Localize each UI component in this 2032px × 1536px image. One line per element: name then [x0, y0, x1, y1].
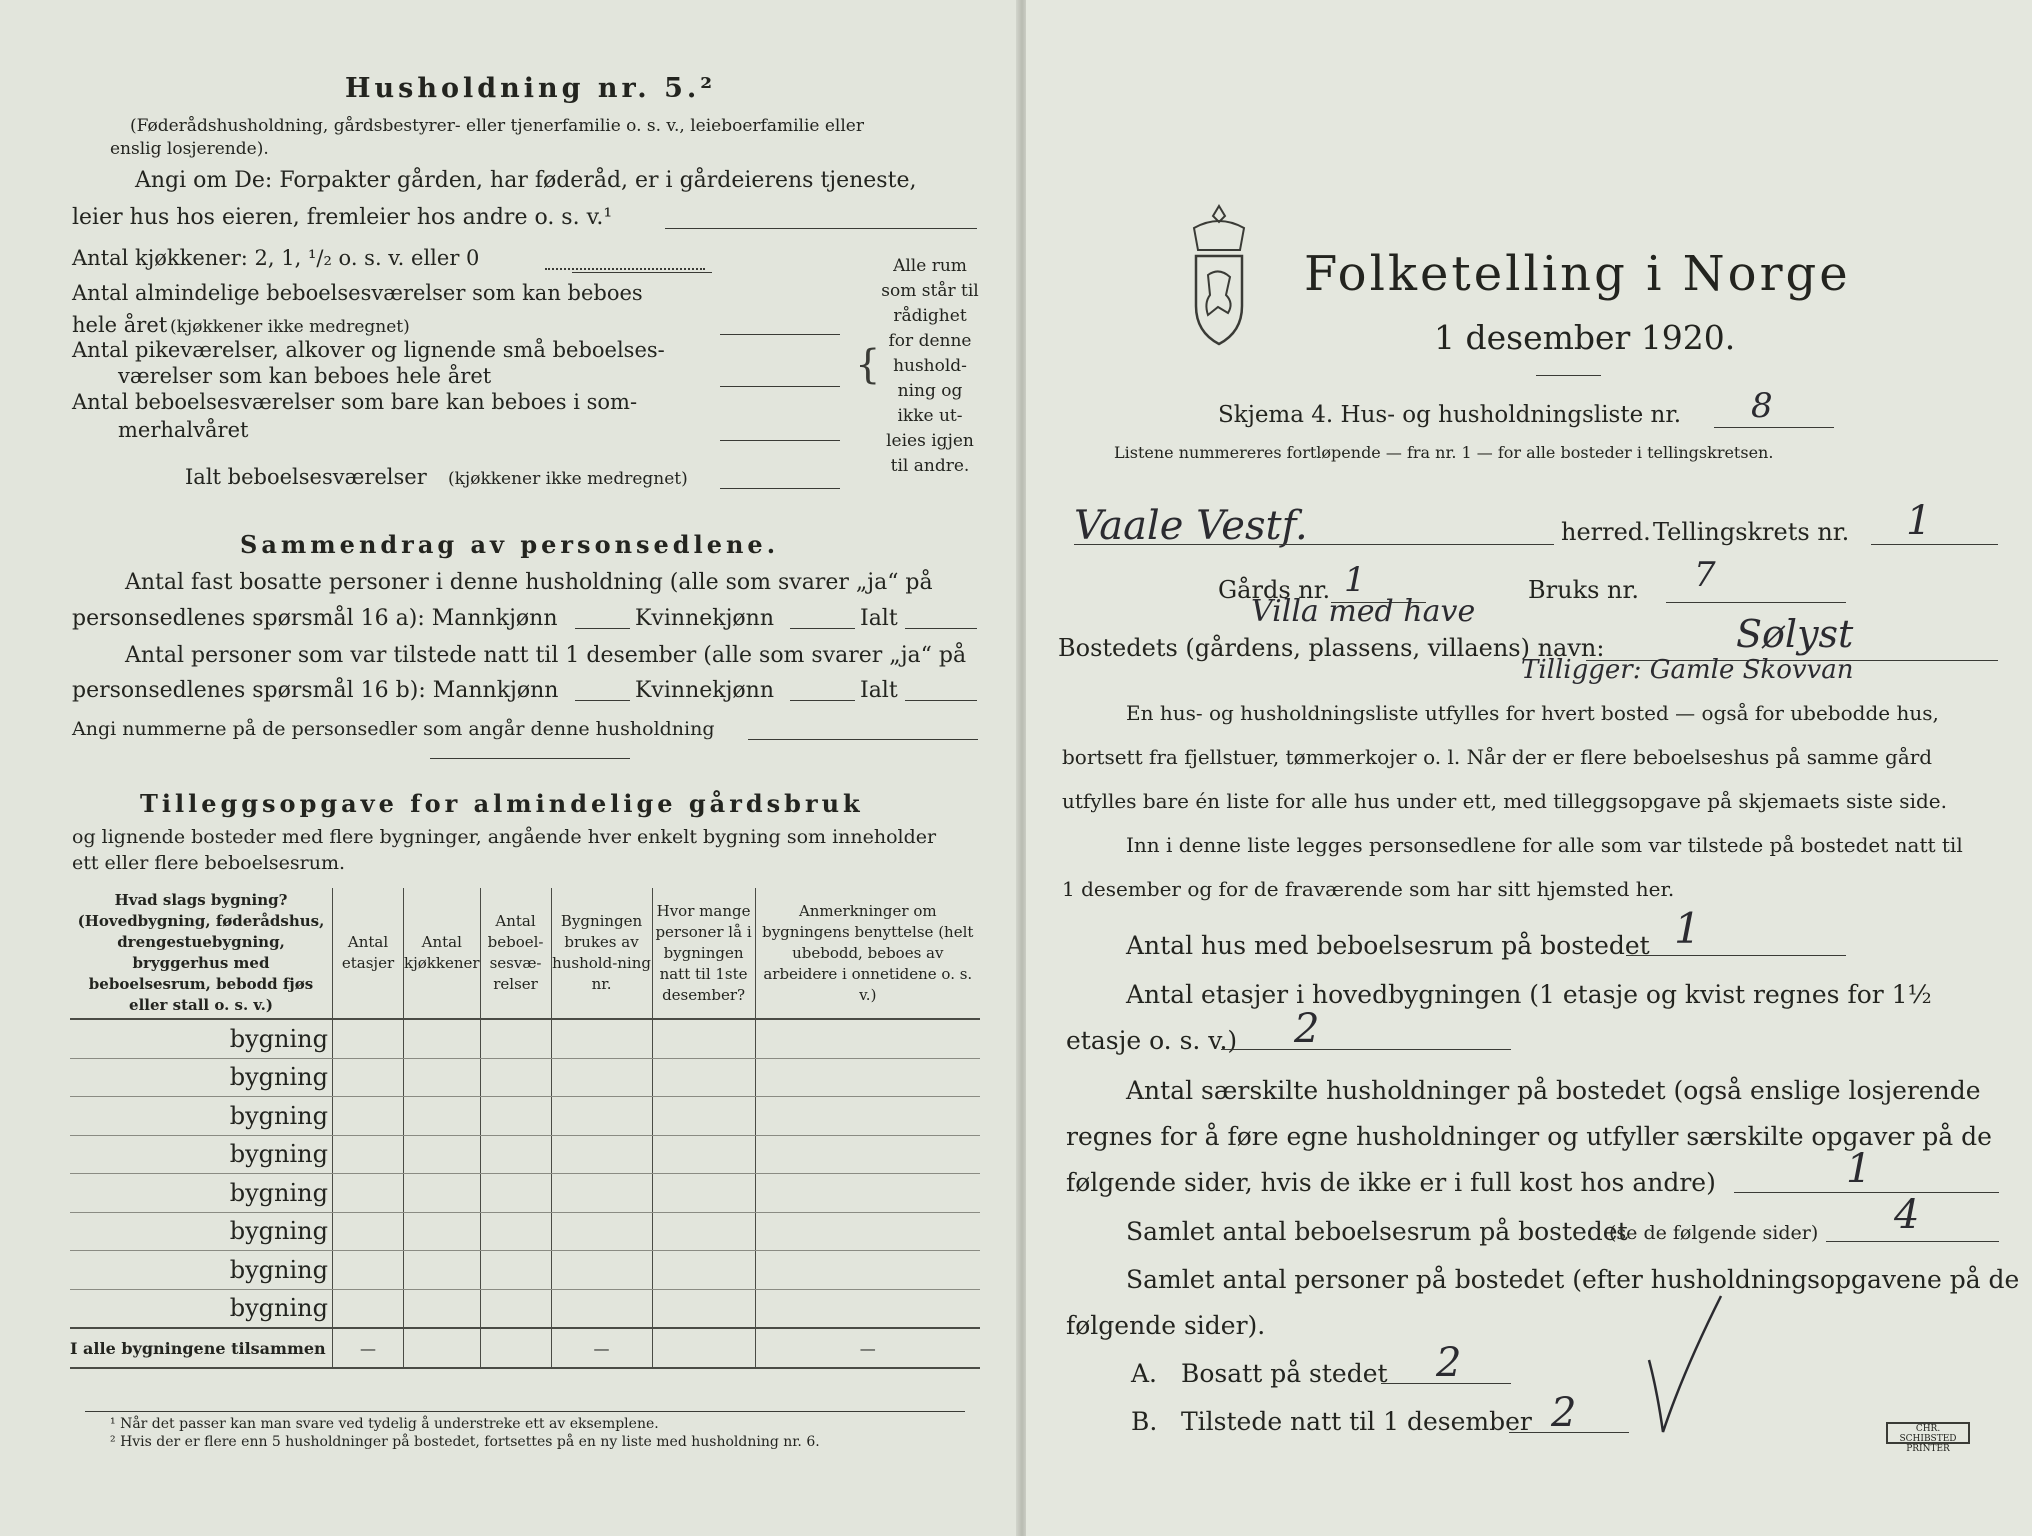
table-cell [755, 1097, 980, 1136]
col-header-building-type: Hvad slags bygning? (Hovedbygning, føderådshus, drengestuebygning, bryggerhus med beboelsesrum, bebodd fjøs eller stall o. s. v.) [70, 888, 333, 1019]
total-dash: — [551, 1328, 652, 1368]
krets-value: 1 [1906, 498, 1932, 544]
total-row-label: I alle bygningene tilsammen [70, 1328, 333, 1368]
table-cell [652, 1289, 755, 1328]
title-divider [1536, 375, 1601, 376]
table-cell [404, 1328, 481, 1368]
table-row [70, 1097, 980, 1136]
side-note-line: til andre. [890, 456, 970, 476]
total-rooms-label: Ialt beboelsesværelser [185, 465, 427, 489]
bosted-value: Sølyst [1736, 612, 1854, 656]
table-cell [404, 1289, 481, 1328]
answer-b: 2 [1551, 1390, 1577, 1436]
instruction-1: En hus- og husholdningsliste utfylles for hvert bosted — også for ubebodde hus, [1126, 701, 1939, 725]
summary-b-total-line [905, 700, 977, 701]
col-header-remarks: Anmerkninger om bygningens benyttelse (helt ubebodd, beboes av arbeidere i onnetidene o. s. v.) [755, 888, 980, 1019]
table-cell [404, 1251, 481, 1290]
instruction-5: 1 desember og for de fraværende som har sitt hjemsted her. [1062, 877, 1675, 901]
table-cell [480, 1174, 551, 1213]
table-cell [404, 1019, 481, 1058]
side-note-line: som står til [881, 281, 979, 301]
table-cell [480, 1135, 551, 1174]
villa-note: Villa med have [1251, 594, 1476, 629]
col-header-kitchens: Antal kjøkkener [404, 888, 481, 1019]
side-brace: { [855, 342, 881, 388]
table-cell [480, 1251, 551, 1290]
bosted-label: Bostedets (gårdens, plassens, villaens) navn: [1058, 634, 1605, 662]
table-cell [652, 1058, 755, 1097]
addendum-line-1: og lignende bosteder med flere bygninger, angående hver enkelt bygning som inneholder [72, 826, 937, 848]
table-cell [480, 1097, 551, 1136]
addendum-line-2: ett eller flere beboelsesrum. [72, 852, 346, 874]
answer-rooms: 4 [1894, 1192, 1920, 1238]
table-cell [652, 1328, 755, 1368]
summary-b-male-line [575, 700, 630, 701]
houses-line [1626, 955, 1846, 956]
table-header-row [70, 888, 980, 1019]
check-mark-icon [1641, 1290, 1731, 1440]
ask-answer-line [665, 228, 977, 229]
maid-answer-line [720, 386, 840, 387]
ask-line-1: Angi om De: Forpakter gården, har føderåd, er i gårdeierens tjeneste, [135, 168, 917, 193]
table-cell [755, 1058, 980, 1097]
question-persons-2: følgende sider). [1066, 1311, 1266, 1340]
answer-houses: 1 [1674, 904, 1701, 953]
bruks-value: 7 [1694, 555, 1716, 595]
numbers-label: Angi nummerne på de personsedler som angår denne husholdning [72, 718, 715, 740]
total-dash: — [333, 1328, 404, 1368]
footnote-1: ¹ Når det passer kan man svare ved tydelig å understreke ett av eksemplene. [110, 1416, 659, 1432]
table-cell [333, 1097, 404, 1136]
answer-floors: 2 [1294, 1006, 1320, 1052]
krets-label: Tellingskrets nr. [1653, 518, 1850, 546]
table-cell [551, 1289, 652, 1328]
question-floors-2: etasje o. s. v.) [1066, 1026, 1238, 1055]
footnote-divider [85, 1411, 965, 1412]
summer-line-2: merhalvåret [118, 418, 249, 442]
maid-line-1: Antal pikeværelser, alkover og lignende små beboelses- [72, 338, 665, 362]
question-houses: Antal hus med beboelsesrum på bostedet [1126, 931, 1650, 960]
floors-line [1221, 1049, 1511, 1050]
table-cell [652, 1097, 755, 1136]
table-cell [551, 1097, 652, 1136]
table-cell [551, 1135, 652, 1174]
table-cell [480, 1058, 551, 1097]
form-title: Folketelling i Norge [1304, 246, 1851, 302]
rooms-line-1: Antal almindelige beboelsesværelser som kan bebοes [72, 281, 643, 305]
herred-label: herred. [1561, 518, 1651, 546]
herred-line [1074, 544, 1554, 545]
ask-line-2: leier hus hos eieren, fremleier hos andre o. s. v.¹ [72, 205, 613, 230]
question-b-label: B. [1131, 1407, 1158, 1436]
table-cell [480, 1328, 551, 1368]
question-rooms: Samlet antal beboelsesrum på bostedet [1126, 1217, 1628, 1246]
building-cell: bygning [70, 1058, 333, 1097]
table-cell [333, 1174, 404, 1213]
table-cell [404, 1212, 481, 1251]
col-header-persons: Hvor mange personer lå i bygningen natt til 1ste desember? [652, 888, 755, 1019]
table-cell [480, 1212, 551, 1251]
total-rooms-note: (kjøkkener ikke medregnet) [448, 469, 688, 489]
summary-b-line-2: personsedlenes spørsmål 16 b): Mannkjønn [72, 678, 559, 703]
summary-a-male-line [575, 628, 630, 629]
bruks-label: Bruks nr. [1528, 576, 1639, 604]
question-floors-1: Antal etasjer i hovedbygningen (1 etasje og kvist regnes for 1½ [1126, 980, 1932, 1009]
summary-title: Sammendrag av personsedlene. [240, 530, 780, 559]
question-rooms-note: (se de følgende sider) [1609, 1222, 1819, 1244]
summary-a-line-2: personsedlenes spørsmål 16 a): Mannkjønn [72, 606, 558, 631]
building-cell: bygning [70, 1289, 333, 1328]
kitchens-label: Antal kjøkkener: 2, 1, ¹/₂ o. s. v. eller 0 [72, 246, 480, 270]
table-cell [652, 1251, 755, 1290]
side-note-line: ikke ut- [897, 406, 963, 426]
instruction-4: Inn i denne liste legges personsedlene for alle som var tilstede på bostedet natt til [1126, 833, 1963, 857]
table-cell [333, 1289, 404, 1328]
rooms-answer-line [720, 334, 840, 335]
table-cell [480, 1289, 551, 1328]
table-cell [551, 1251, 652, 1290]
building-cell: bygning [70, 1251, 333, 1290]
buildings-table [70, 888, 980, 1369]
printer-stamp: CHR. SCHIBSTED PRINTER [1886, 1422, 1970, 1444]
table-cell [652, 1212, 755, 1251]
table-row [70, 1174, 980, 1213]
household-note-2: enslig losjerende). [110, 139, 269, 159]
table-cell [551, 1174, 652, 1213]
table-cell [404, 1135, 481, 1174]
summer-answer-line [720, 440, 840, 441]
answer-households: 1 [1846, 1146, 1872, 1192]
col-header-rooms: Antal beboel-sesvæ-relser [480, 888, 551, 1019]
maid-line-2: værelser som kan beboes hele året [118, 364, 492, 388]
footnote-2: ² Hvis der er flere enn 5 husholdninger på bostedet, fortsettes på en ny liste med husholdning nr. 6. [110, 1434, 820, 1450]
rooms-line-2: hele året [72, 313, 168, 337]
table-cell [652, 1174, 755, 1213]
kitchens-dots [545, 268, 705, 270]
building-cell: bygning [70, 1174, 333, 1213]
form-date: 1 desember 1920. [1434, 318, 1736, 357]
table-row [70, 1135, 980, 1174]
schema-no-line [1714, 427, 1834, 428]
addendum-title: Tilleggsopgave for almindelige gårdsbruk [140, 789, 864, 818]
krets-line [1871, 544, 1998, 545]
summary-a-line-1: Antal fast bosatte personer i denne husholdning (alle som svarer „ja“ på [125, 570, 933, 595]
schema-label: Skjema 4. Hus- og husholdningsliste nr. [1218, 402, 1682, 428]
gards-value: 1 [1344, 560, 1366, 600]
total-rooms-answer-line [720, 488, 840, 489]
col-header-floors: Antal etasjer [333, 888, 404, 1019]
table-cell [333, 1019, 404, 1058]
table-cell [551, 1019, 652, 1058]
table-cell [551, 1058, 652, 1097]
side-note-line: rådighet [893, 306, 967, 326]
instruction-2: bortsett fra fjellstuer, tømmerkojer o. l. Når der er flere beboelseshus på samme gård [1062, 745, 1933, 769]
building-cell: bygning [70, 1097, 333, 1136]
building-cell: bygning [70, 1019, 333, 1058]
table-cell [480, 1019, 551, 1058]
summary-a-female-label: Kvinnekjønn [635, 606, 774, 631]
question-a: Bosatt på stedet [1181, 1359, 1388, 1388]
table-row [70, 1289, 980, 1328]
side-note-line: leies igjen [886, 431, 974, 451]
col-header-household-no: Bygningen brukes av hushold-ning nr. [551, 888, 652, 1019]
gards-label: Gårds nr. [1218, 576, 1331, 604]
table-row [70, 1251, 980, 1290]
table-cell [652, 1135, 755, 1174]
table-cell [755, 1019, 980, 1058]
household-title: Husholdning nr. 5.² [345, 73, 717, 104]
table-cell [755, 1251, 980, 1290]
table-cell [404, 1058, 481, 1097]
answer-a: 2 [1436, 1340, 1462, 1386]
numbers-answer-line [748, 739, 978, 740]
households-line [1734, 1192, 1999, 1193]
question-households-1: Antal særskilte husholdninger på bostedet (også enslige losjerende [1126, 1076, 1981, 1105]
question-households-2: regnes for å føre egne husholdninger og utfyller særskilte opgaver på de [1066, 1122, 1992, 1151]
summary-b-total-label: Ialt [860, 678, 898, 703]
side-note-line: hushold- [893, 356, 967, 376]
side-note-line: for denne [888, 331, 972, 351]
table-cell [755, 1289, 980, 1328]
rooms-total-line [1826, 1241, 1999, 1242]
table-cell [333, 1251, 404, 1290]
instruction-3: utfylles bare én liste for alle hus under ett, med tilleggsopgave på skjemaets siste side. [1062, 789, 1947, 813]
herred-value: Vaale Vestf. [1074, 503, 1308, 549]
bosted-extra: Tilligger: Gamle Skovvan [1521, 655, 1854, 685]
total-dash: — [755, 1328, 980, 1368]
right-page [1026, 0, 2032, 1536]
building-cell: bygning [70, 1212, 333, 1251]
table-cell [755, 1174, 980, 1213]
table-row [70, 1058, 980, 1097]
table-total-row [70, 1328, 980, 1368]
table-cell [551, 1212, 652, 1251]
question-households-3: følgende sider, hvis de ikke er i full kost hos andre) [1066, 1168, 1716, 1197]
coat-of-arms-icon [1184, 200, 1254, 350]
numbering-note: Listene nummereres fortløpende — fra nr. 1 — for alle bosteder i tellingskretsen. [1114, 443, 1774, 462]
table-cell [333, 1212, 404, 1251]
section-divider [430, 758, 630, 759]
rooms-line-2-note: (kjøkkener ikke medregnet) [170, 317, 410, 337]
table-cell [404, 1097, 481, 1136]
table-row [70, 1212, 980, 1251]
summary-b-female-label: Kvinnekjønn [635, 678, 774, 703]
summary-b-female-line [790, 700, 855, 701]
schema-no-value: 8 [1751, 386, 1773, 426]
table-cell [755, 1135, 980, 1174]
summary-a-total-label: Ialt [860, 606, 898, 631]
household-note-1: (Føderådshusholdning, gårdsbestyrer- eller tjenerfamilie o. s. v., leieboerfamilie eller [130, 116, 864, 136]
question-a-label: A. [1131, 1359, 1158, 1388]
table-cell [333, 1058, 404, 1097]
bruks-line [1666, 602, 1846, 603]
side-note [880, 254, 980, 479]
table-row [70, 1019, 980, 1058]
table-cell [404, 1174, 481, 1213]
table-cell [652, 1019, 755, 1058]
table-cell [755, 1212, 980, 1251]
question-b: Tilstede natt til 1 desember [1181, 1407, 1532, 1436]
kitchens-answer-line [572, 272, 712, 273]
summary-a-female-line [790, 628, 855, 629]
table-cell [333, 1135, 404, 1174]
side-note-line: Alle rum [893, 256, 967, 276]
building-cell: bygning [70, 1135, 333, 1174]
summary-a-total-line [905, 628, 977, 629]
summary-b-line-1: Antal personer som var tilstede natt til 1 desember (alle som svarer „ja“ på [125, 643, 967, 668]
question-persons-1: Samlet antal personer på bostedet (efter husholdningsopgavene på de [1126, 1265, 2020, 1294]
summer-line-1: Antal beboelsesværelser som bare kan beboes i som- [72, 390, 638, 414]
side-note-line: ning og [897, 381, 963, 401]
